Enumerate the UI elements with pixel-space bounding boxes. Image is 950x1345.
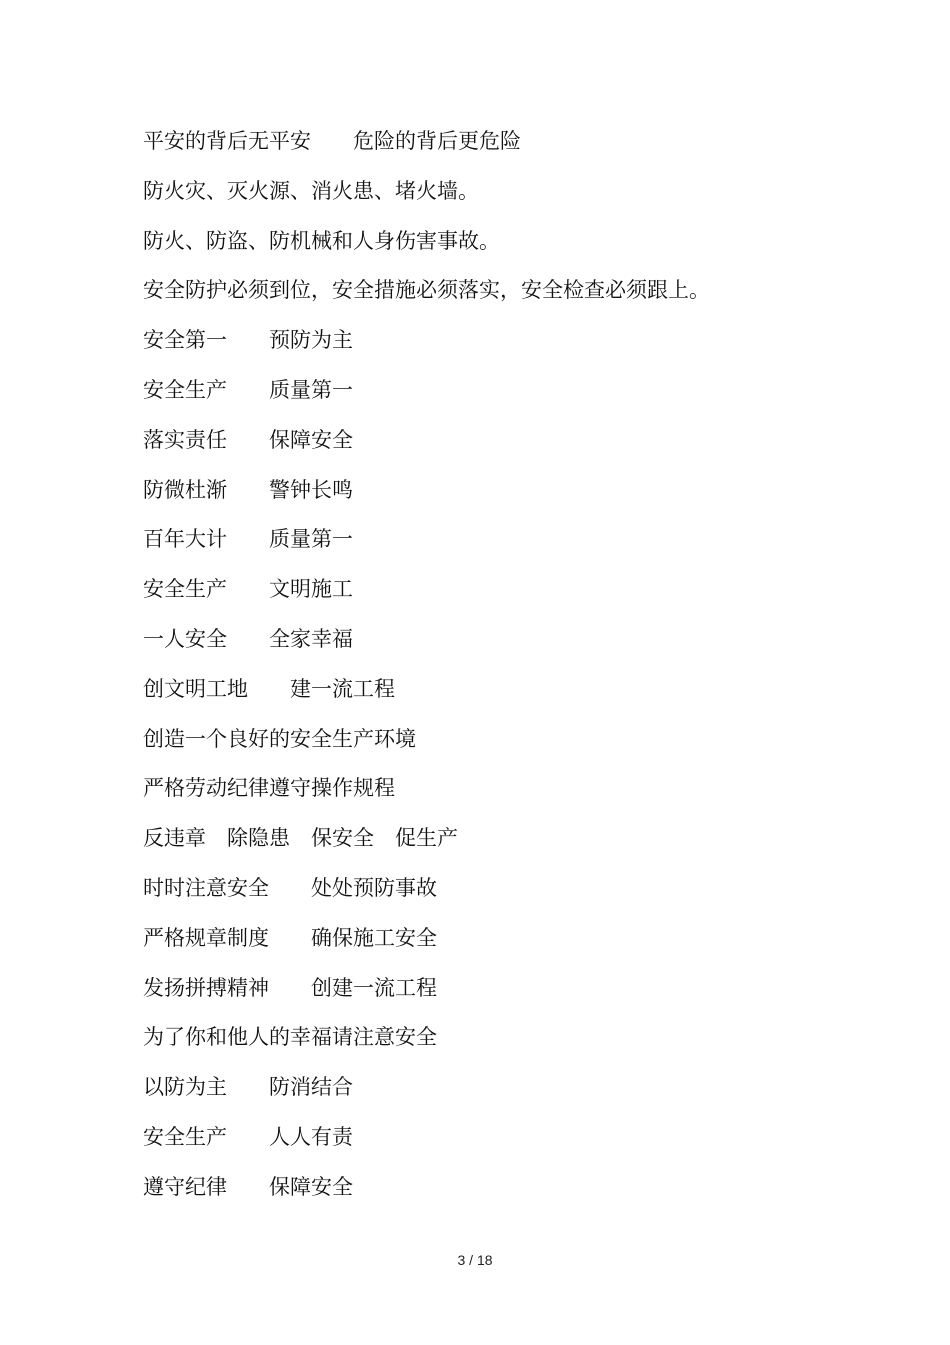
slogan-line: 百年大计 质量第一	[143, 527, 353, 552]
slogan-line: 发扬拼搏精神 创建一流工程	[143, 975, 437, 1000]
slogan-line: 创文明工地 建一流工程	[143, 676, 395, 701]
slogan-line: 安全生产 文明施工	[143, 577, 353, 602]
slogan-line: 安全生产 人人有责	[143, 1124, 353, 1149]
slogan-line: 为了你和他人的幸福请注意安全	[143, 1025, 437, 1050]
slogan-line: 反违章 除隐患 保安全 促生产	[143, 826, 458, 851]
slogan-line: 严格规章制度 确保施工安全	[143, 925, 437, 950]
slogan-line: 以防为主 防消结合	[143, 1075, 353, 1100]
slogan-line: 一人安全 全家幸福	[143, 626, 353, 651]
slogan-line: 创造一个良好的安全生产环境	[143, 726, 416, 751]
slogan-list	[143, 124, 903, 1220]
slogan-line: 时时注意安全 处处预防事故	[143, 875, 437, 900]
slogan-line: 安全第一 预防为主	[143, 328, 353, 353]
slogan-line: 防火、防盗、防机械和人身伤害事故。	[143, 228, 500, 253]
slogan-line: 落实责任 保障安全	[143, 427, 353, 452]
page-number: 3 / 18	[457, 1252, 493, 1268]
slogan-line: 防火灾、灭火源、消火患、堵火墙。	[143, 178, 479, 203]
slogan-line: 安全生产 质量第一	[143, 377, 353, 402]
slogan-line: 平安的背后无平安 危险的背后更危险	[143, 129, 521, 153]
slogan-line: 遵守纪律 保障安全	[143, 1174, 353, 1199]
slogan-line: 严格劳动纪律遵守操作规程	[143, 776, 395, 801]
slogan-line: 安全防护必须到位，安全措施必须落实，安全检查必须跟上。	[143, 278, 710, 303]
slogan-line: 防微杜渐 警钟长鸣	[143, 477, 353, 502]
